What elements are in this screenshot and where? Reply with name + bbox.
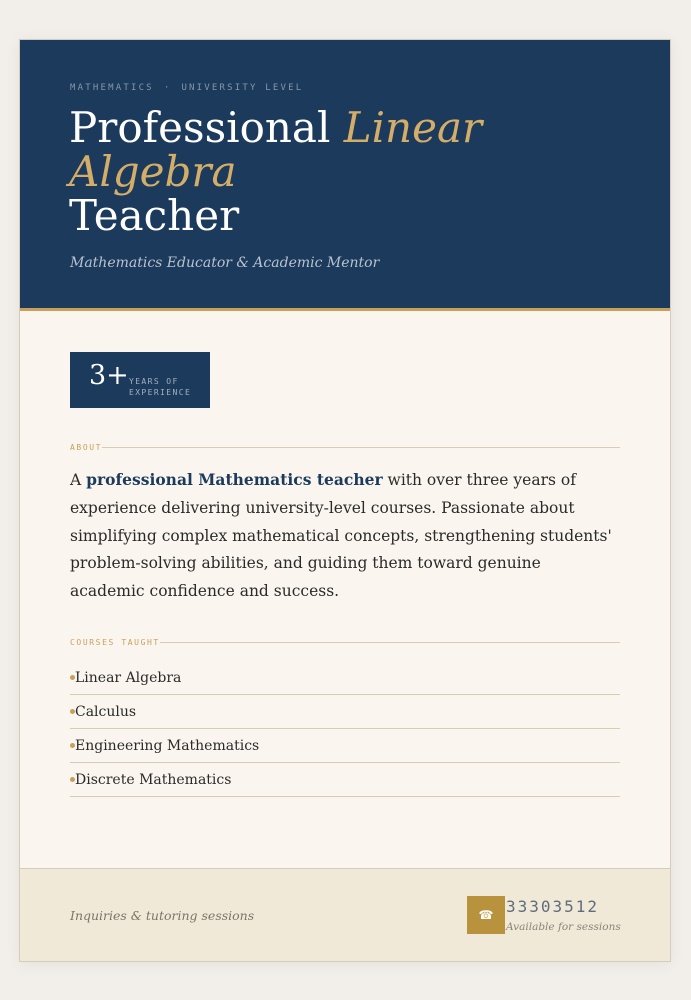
courses-section-label <box>70 635 620 649</box>
about-highlight: professional Mathematics teacher <box>86 470 383 489</box>
about-section-label <box>70 440 620 454</box>
course-name: Calculus <box>75 703 137 720</box>
footer-note: Inquiries & tutoring sessions <box>70 908 255 923</box>
experience-number: 3+ <box>89 360 129 391</box>
about-divider <box>102 447 620 448</box>
courses-list <box>70 661 620 797</box>
contact-footer <box>20 868 670 962</box>
course-name: Discrete Mathematics <box>75 771 232 788</box>
eyebrow <box>70 83 303 93</box>
course-name: Linear Algebra <box>75 669 182 686</box>
subtitle: Mathematics Educator & Academic Mentor <box>70 255 380 271</box>
eyebrow-level: UNIVERSITY LEVEL <box>181 83 304 93</box>
about-paragraph <box>70 466 620 606</box>
list-item <box>70 763 620 797</box>
list-item <box>70 695 620 729</box>
eyebrow-separator: · <box>163 83 172 93</box>
course-name: Engineering Mathematics <box>75 737 260 754</box>
profile-card <box>19 39 671 962</box>
header-banner <box>20 40 670 311</box>
title-part-1: Professional <box>69 103 344 152</box>
experience-badge <box>70 352 210 408</box>
courses-label: COURSES TAUGHT <box>70 637 160 647</box>
availability-note: Available for sessions <box>506 921 621 933</box>
eyebrow-subject: MATHEMATICS <box>70 83 154 93</box>
phone-icon[interactable]: ☎ <box>467 896 505 934</box>
experience-label: YEARS OF EXPERIENCE <box>129 377 192 397</box>
phone-number[interactable]: 33303512 <box>506 897 600 916</box>
courses-divider <box>160 642 620 643</box>
list-item <box>70 729 620 763</box>
title-accent: Linear Algebra <box>69 103 483 196</box>
list-item <box>70 661 620 695</box>
about-label: ABOUT <box>70 442 103 452</box>
title-part-2: Teacher <box>69 191 240 240</box>
page-title <box>69 103 629 240</box>
about-lead: A <box>70 471 87 489</box>
about-body: with over three years of experience delivering university-level courses. Passionate about simplifying complex mathematical concepts, strengthening students' problem-solving abilities, and guiding them toward genuine academic confidence and success. <box>70 471 612 601</box>
